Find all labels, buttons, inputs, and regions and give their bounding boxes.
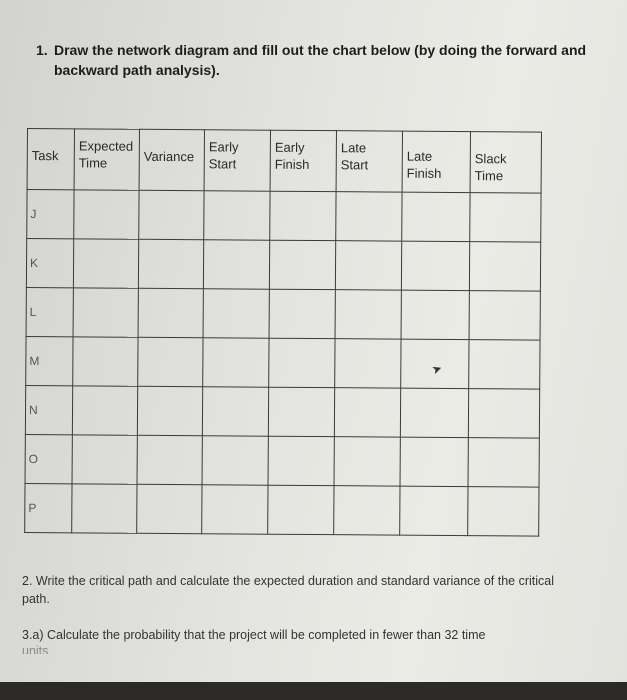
bottom-edge <box>0 682 627 700</box>
early-start-cell <box>203 289 269 338</box>
task-label: M <box>29 354 40 369</box>
header-expected-time: Expected Time <box>74 129 139 190</box>
task-cell <box>25 483 72 532</box>
late-finish-cell <box>400 388 468 437</box>
task-label: K <box>30 256 39 271</box>
expected-time-cell <box>74 190 139 239</box>
early-finish-cell <box>269 240 335 289</box>
task-cell <box>26 239 73 288</box>
header-variance: Variance <box>139 129 204 190</box>
early-finish-cell <box>268 485 334 534</box>
task-cell <box>25 434 72 483</box>
slack-time-cell <box>469 291 540 340</box>
task-cell <box>27 190 74 239</box>
early-start-cell <box>202 387 268 436</box>
pointer-mark-icon: ➤ <box>429 360 445 378</box>
late-finish-cell <box>401 241 469 290</box>
table-header-row <box>27 129 541 194</box>
late-start-cell <box>334 388 400 437</box>
early-start-cell <box>202 436 268 485</box>
header-late-start: Late Start <box>336 131 402 192</box>
late-start-cell <box>336 192 402 241</box>
question-1-line-1: Draw the network diagram and fill out the chart below (by doing the forward and <box>54 42 587 58</box>
early-start-cell <box>203 240 269 289</box>
variance-cell <box>139 190 204 239</box>
task-cell <box>26 287 73 336</box>
variance-cell <box>138 337 203 386</box>
expected-time-cell <box>73 239 138 288</box>
task-label: J <box>30 207 37 222</box>
late-start-cell <box>335 339 401 388</box>
late-start-cell <box>334 437 400 486</box>
early-finish-cell <box>268 436 334 485</box>
task-cell <box>26 336 73 385</box>
header-late-finish: Late Finish <box>402 131 470 192</box>
early-finish-cell <box>268 387 334 436</box>
late-finish-cell <box>400 486 468 535</box>
slack-time-cell <box>468 389 539 438</box>
table-row <box>25 483 539 536</box>
table-row <box>25 385 539 438</box>
cpm-table <box>24 128 542 537</box>
early-start-cell <box>202 485 268 534</box>
early-start-cell <box>203 338 269 387</box>
question-2: 2. Write the critical path and calculate the expected duration and standard variance of the critical path. <box>22 574 555 606</box>
table-row <box>25 434 539 487</box>
early-finish-cell <box>269 289 335 338</box>
variance-cell <box>138 239 203 288</box>
table-row <box>26 239 540 292</box>
expected-time-cell <box>72 386 137 435</box>
task-label: O <box>28 452 39 467</box>
slack-time-cell <box>469 340 540 389</box>
late-finish-cell <box>402 192 470 241</box>
late-start-cell <box>334 486 400 535</box>
question-3a: 3.a) Calculate the probability that the project will be completed in fewer than 32 time <box>22 628 486 642</box>
task-cell <box>25 385 72 434</box>
slack-time-cell <box>469 242 540 291</box>
task-label: L <box>29 305 37 320</box>
early-finish-cell <box>270 191 336 240</box>
late-finish-cell <box>401 290 469 339</box>
late-start-cell <box>335 241 401 290</box>
question-1 <box>36 40 596 80</box>
slack-time-cell <box>468 487 539 536</box>
question-3a-units: units <box>22 644 49 654</box>
slack-time-cell <box>468 438 539 487</box>
variance-cell <box>138 288 203 337</box>
task-label: N <box>28 403 38 418</box>
question-1-line-2: backward path analysis). <box>54 62 220 78</box>
variance-cell <box>137 386 202 435</box>
late-start-cell <box>335 290 401 339</box>
question-1-number: 1. <box>36 42 48 58</box>
header-task: Task <box>27 129 74 190</box>
expected-time-cell <box>73 337 138 386</box>
table-row <box>26 336 540 389</box>
early-start-cell <box>204 191 270 240</box>
table-row <box>26 287 540 340</box>
task-label: P <box>28 501 37 516</box>
header-early-finish: Early Finish <box>270 130 336 191</box>
variance-cell <box>137 435 202 484</box>
slack-time-cell <box>470 193 541 242</box>
late-finish-cell <box>400 437 468 486</box>
variance-cell <box>137 484 202 533</box>
early-finish-cell <box>269 338 335 387</box>
expected-time-cell <box>72 484 137 533</box>
expected-time-cell <box>72 435 137 484</box>
expected-time-cell <box>73 288 138 337</box>
header-early-start: Early Start <box>204 130 270 191</box>
table-row <box>27 190 541 243</box>
header-slack-time: Slack Time <box>470 132 541 193</box>
